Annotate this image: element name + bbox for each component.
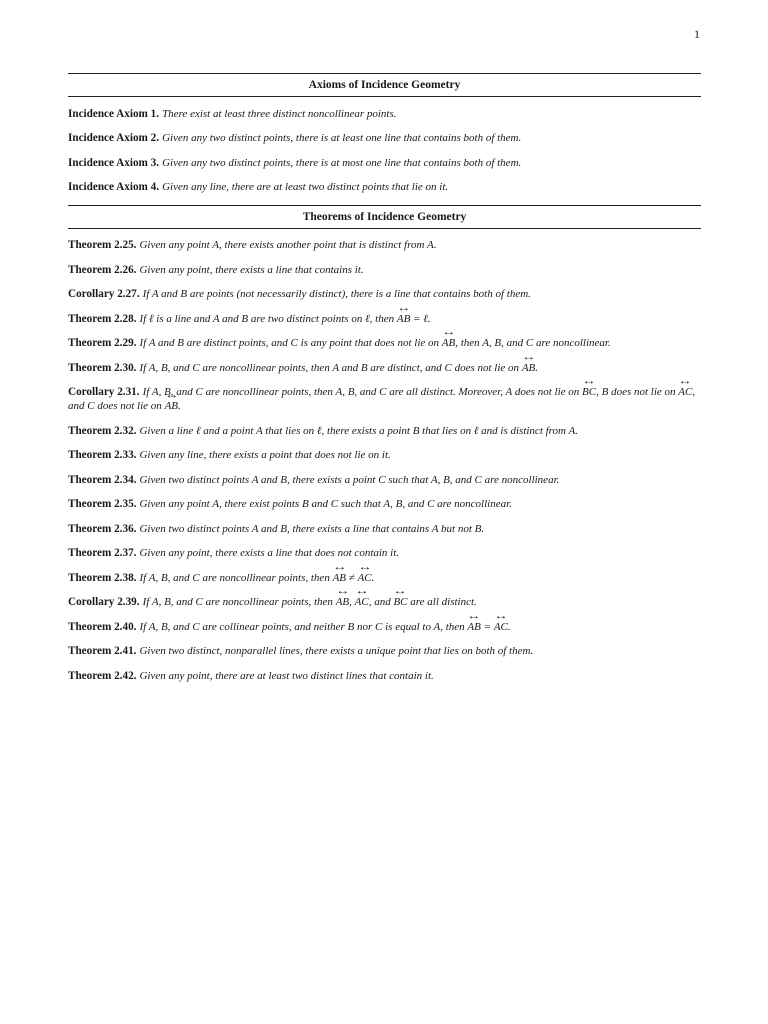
theorem-label: Corollary 2.31. — [68, 386, 140, 399]
axiom-label: Incidence Axiom 1. — [68, 108, 160, 120]
axioms-title-rule — [68, 96, 701, 97]
theorem-label: Theorem 2.38. — [68, 571, 137, 584]
theorem-item — [68, 572, 701, 597]
axiom-label: Incidence Axiom 2. — [68, 132, 160, 145]
theorem-label: Theorem 2.29. — [68, 337, 137, 350]
theorem-item — [68, 498, 701, 523]
line-symbol: ↔ AB — [467, 621, 480, 635]
document-body — [68, 73, 701, 694]
theorems-list — [68, 239, 701, 694]
axiom-label: Incidence Axiom 4. — [68, 180, 160, 193]
axiom-item — [68, 132, 701, 156]
line-symbol: ↔ AB — [165, 400, 178, 414]
line-symbol: ↔ AC — [494, 621, 508, 635]
theorem-label: Theorem 2.34. — [68, 473, 137, 486]
theorem-item — [68, 425, 701, 450]
theorem-text: Given two distinct, nonparallel lines, there exists a unique point that lies on both of them. — [139, 645, 534, 658]
theorem-label: Theorem 2.25. — [68, 239, 137, 252]
line-symbol: ↔ BC — [393, 596, 407, 610]
theorem-label: Theorem 2.36. — [68, 522, 137, 535]
page-number: 1 — [694, 27, 700, 41]
theorem-label: Theorem 2.32. — [68, 424, 137, 437]
axiom-label: Incidence Axiom 3. — [68, 156, 160, 169]
theorem-text: If A, B, and C are noncollinear points, then A and B are distinct, and C does not lie on ↔ AB. — [139, 362, 538, 374]
line-symbol: ↔ AB — [522, 362, 535, 376]
theorem-item — [68, 239, 701, 264]
theorem-text: Given any point, there are at least two distinct lines that contain it. — [139, 669, 434, 682]
theorem-label: Theorem 2.28. — [68, 312, 137, 325]
theorem-text: If A, B, and C are noncollinear points, then ↔ AB ≠ ↔ AC. — [139, 572, 374, 584]
theorem-text: Given a line ℓ and a point A that lies on ℓ, there exists a point B that lies on ℓ and is distinct from A. — [139, 424, 579, 437]
theorem-item — [68, 621, 701, 646]
theorem-item — [68, 523, 701, 548]
theorem-label: Theorem 2.42. — [68, 669, 137, 682]
theorem-item — [68, 596, 701, 621]
theorem-text: If ℓ is a line and A and B are two distinct points on ℓ, then ↔ AB = ℓ. — [139, 313, 430, 325]
theorem-item — [68, 337, 701, 362]
axiom-item — [68, 108, 701, 132]
theorem-item — [68, 449, 701, 474]
theorem-label: Theorem 2.41. — [68, 645, 137, 658]
theorem-label: Theorem 2.33. — [68, 449, 137, 462]
theorem-label: Theorem 2.30. — [68, 361, 137, 374]
theorem-item — [68, 386, 701, 425]
axiom-text: There exist at least three distinct noncollinear points. — [162, 108, 397, 120]
theorem-item — [68, 362, 701, 387]
theorem-text: Given any point, there exists a line that contains it. — [139, 263, 364, 276]
line-symbol: ↔ AB — [397, 313, 410, 327]
axioms-list — [68, 108, 701, 205]
line-symbol: ↔ AB — [336, 596, 349, 610]
theorem-text: Given any point A, there exist points B and C such that A, B, and C are noncollinear. — [139, 498, 512, 511]
axiom-text: Given any line, there are at least two distinct points that lie on it. — [162, 180, 449, 193]
theorem-label: Corollary 2.27. — [68, 288, 140, 301]
line-symbol: ↔ AB — [333, 572, 346, 586]
line-symbol: ↔ BC — [582, 386, 596, 400]
line-symbol: ↔ AC — [358, 572, 372, 586]
theorems-title-rule — [68, 228, 701, 229]
theorem-text: Given any point, there exists a line that does not contain it. — [139, 547, 400, 560]
theorem-item — [68, 670, 701, 695]
theorem-label: Theorem 2.37. — [68, 547, 137, 560]
theorem-text: Given any line, there exists a point that does not lie on it. — [139, 449, 391, 462]
theorem-text: If A and B are distinct points, and C is any point that does not lie on ↔ AB, then A, B, and C are noncollinear. — [139, 337, 610, 349]
theorem-text: If A, B, and C are noncollinear points, then ↔ AB, ↔ AC, and ↔ BC are all distinct. — [143, 596, 477, 608]
theorem-text: If A, B, and C are collinear points, and neither B nor C is equal to A, then ↔ AB = ↔ AC. — [139, 621, 510, 633]
line-symbol: ↔ AC — [678, 386, 692, 400]
theorem-item — [68, 264, 701, 289]
theorem-item — [68, 645, 701, 670]
theorem-label: Theorem 2.40. — [68, 620, 137, 633]
theorems-section-title: Theorems of Incidence Geometry — [302, 211, 467, 224]
line-symbol: ↔ AC — [355, 596, 369, 610]
axiom-item — [68, 157, 701, 181]
theorem-text: Given two distinct points A and B, there exists a point C such that A, B, and C are noncollinear. — [139, 473, 560, 486]
axioms-section-title: Axioms of Incidence Geometry — [308, 79, 461, 91]
theorem-label: Theorem 2.26. — [68, 263, 137, 276]
axiom-item — [68, 181, 701, 205]
theorem-item — [68, 288, 701, 313]
theorem-text: Given two distinct points A and B, there exists a line that contains A but not B. — [139, 522, 485, 535]
theorem-text: If A, B, and C are noncollinear points, then A, B, and C are all distinct. Moreover, A does not lie on ↔ BC, B does not lie on ↔ AC, and C does not lie on ↔ AB. — [68, 386, 695, 412]
theorem-item — [68, 547, 701, 572]
theorem-item — [68, 474, 701, 499]
line-symbol: ↔ AB — [442, 337, 455, 351]
theorem-text: If A and B are points (not necessarily distinct), there is a line that contains both of them. — [142, 288, 531, 301]
theorem-label: Theorem 2.35. — [68, 498, 137, 511]
theorem-text: Given any point A, there exists another point that is distinct from A. — [139, 239, 437, 252]
axiom-text: Given any two distinct points, there is at least one line that contains both of them. — [162, 132, 522, 145]
axiom-text: Given any two distinct points, there is at most one line that contains both of them. — [162, 156, 522, 169]
theorem-label: Corollary 2.39. — [68, 596, 140, 609]
theorem-item — [68, 313, 701, 338]
